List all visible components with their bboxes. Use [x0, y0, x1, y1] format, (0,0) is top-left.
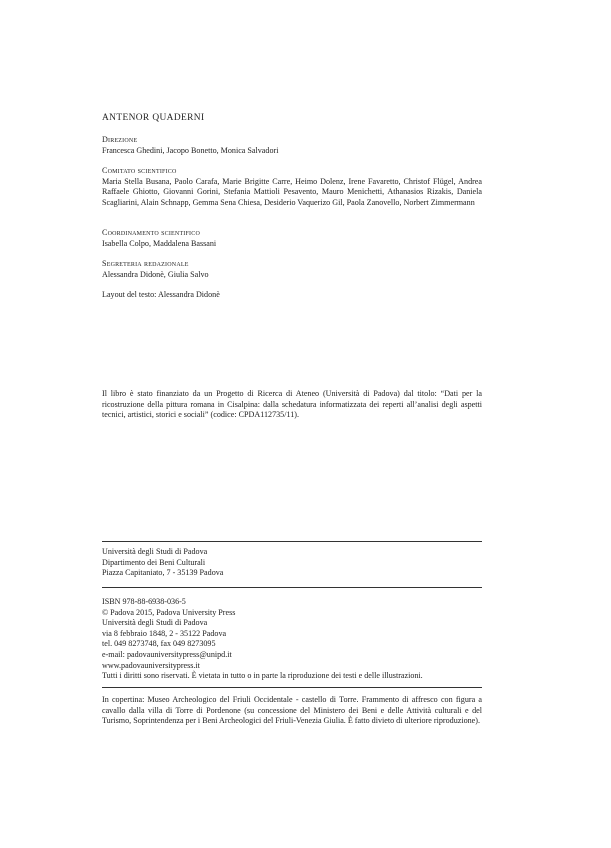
- cover-note: In copertina: Museo Archeologico del Friuli Occidentale - castello di Torre. Frammento di affresco con figura a cavallo dalla villa di Torre di Pordenone (su concessione del Ministero dei Beni e delle Attività culturali e del Turismo, Soprintendenza per i Beni Archeologici del Friuli-Venezia Giulia. È fatto divieto di ulteriore riproduzione).: [102, 695, 482, 726]
- publisher-line: tel. 049 8273748, fax 049 8273095: [102, 639, 216, 649]
- direzione-names: Francesca Ghedini, Jacopo Bonetto, Monica Salvadori: [102, 145, 279, 155]
- publisher-website: www.padovauniversitypress.it: [102, 660, 200, 670]
- divider-2: [102, 587, 482, 588]
- publisher-line: ISBN 978-88-6938-036-5: [102, 597, 186, 606]
- university-block: [102, 547, 482, 579]
- publisher-block: [102, 597, 482, 682]
- university-line: Università degli Studi di Padova: [102, 547, 208, 556]
- layout-credit: Layout del testo: Alessandra Didonè: [102, 290, 220, 299]
- publisher-line: © Padova 2015, Padova University Press: [102, 607, 236, 617]
- comitato-names: Maria Stella Busana, Paolo Carafa, Marie Brigitte Carre, Heimo Dolenz, Irene Favaretto, Christof Flügel, Andrea Raffaele Ghiotto, Giovanni Gorini, Stefania Mattioli Pesavento, Mauro Menichetti, Athanasios Rizakis, Daniela Scagliarini, Alain Schnapp, Gemma Sena Chiesa, Desiderio Vaquerizo Gil, Paola Zanovello, Norbert Zimmermann: [102, 176, 482, 207]
- publisher-line: via 8 febbraio 1848, 2 - 35122 Padova: [102, 628, 227, 638]
- publisher-line: Università degli Studi di Padova: [102, 618, 208, 628]
- direzione-heading: Direzione: [102, 135, 138, 144]
- divider-3: [102, 687, 482, 688]
- university-line: Dipartimento dei Beni Culturali: [102, 557, 206, 567]
- coordinamento-names: Isabella Colpo, Maddalena Bassani: [102, 238, 217, 248]
- series-title: ANTENOR QUADERNI: [102, 113, 205, 123]
- university-line: Piazza Capitaniato, 7 - 35139 Padova: [102, 568, 224, 578]
- divider-1: [102, 541, 482, 542]
- segreteria-names: Alessandra Didonè, Giulia Salvo: [102, 269, 209, 279]
- segreteria-heading: Segreteria redazionale: [102, 259, 189, 268]
- funding-note: Il libro è stato finanziato da un Progetto di Ricerca di Ateneo (Università di Padova) dal titolo: “Dati per la ricostruzione della pittura romana in Cisalpina: dalla schedatura informatizzata dei reperti all’analisi degli aspetti tecnici, artistici, storici e sociali” (codice: CPDA112735/11).: [102, 389, 482, 420]
- coordinamento-heading: Coordinamento scientifico: [102, 228, 200, 237]
- segreteria-section: [102, 259, 482, 280]
- publisher-email: e-mail: padovauniversitypress@unipd.it: [102, 649, 232, 659]
- rights-notice: Tutti i diritti sono riservati. È vietata in tutto o in parte la riproduzione dei testi e delle illustrazioni.: [102, 671, 423, 681]
- comitato-section: [102, 166, 482, 208]
- comitato-heading: Comitato scientifico: [102, 166, 177, 175]
- coordinamento-section: [102, 228, 482, 249]
- direzione-section: [102, 135, 482, 156]
